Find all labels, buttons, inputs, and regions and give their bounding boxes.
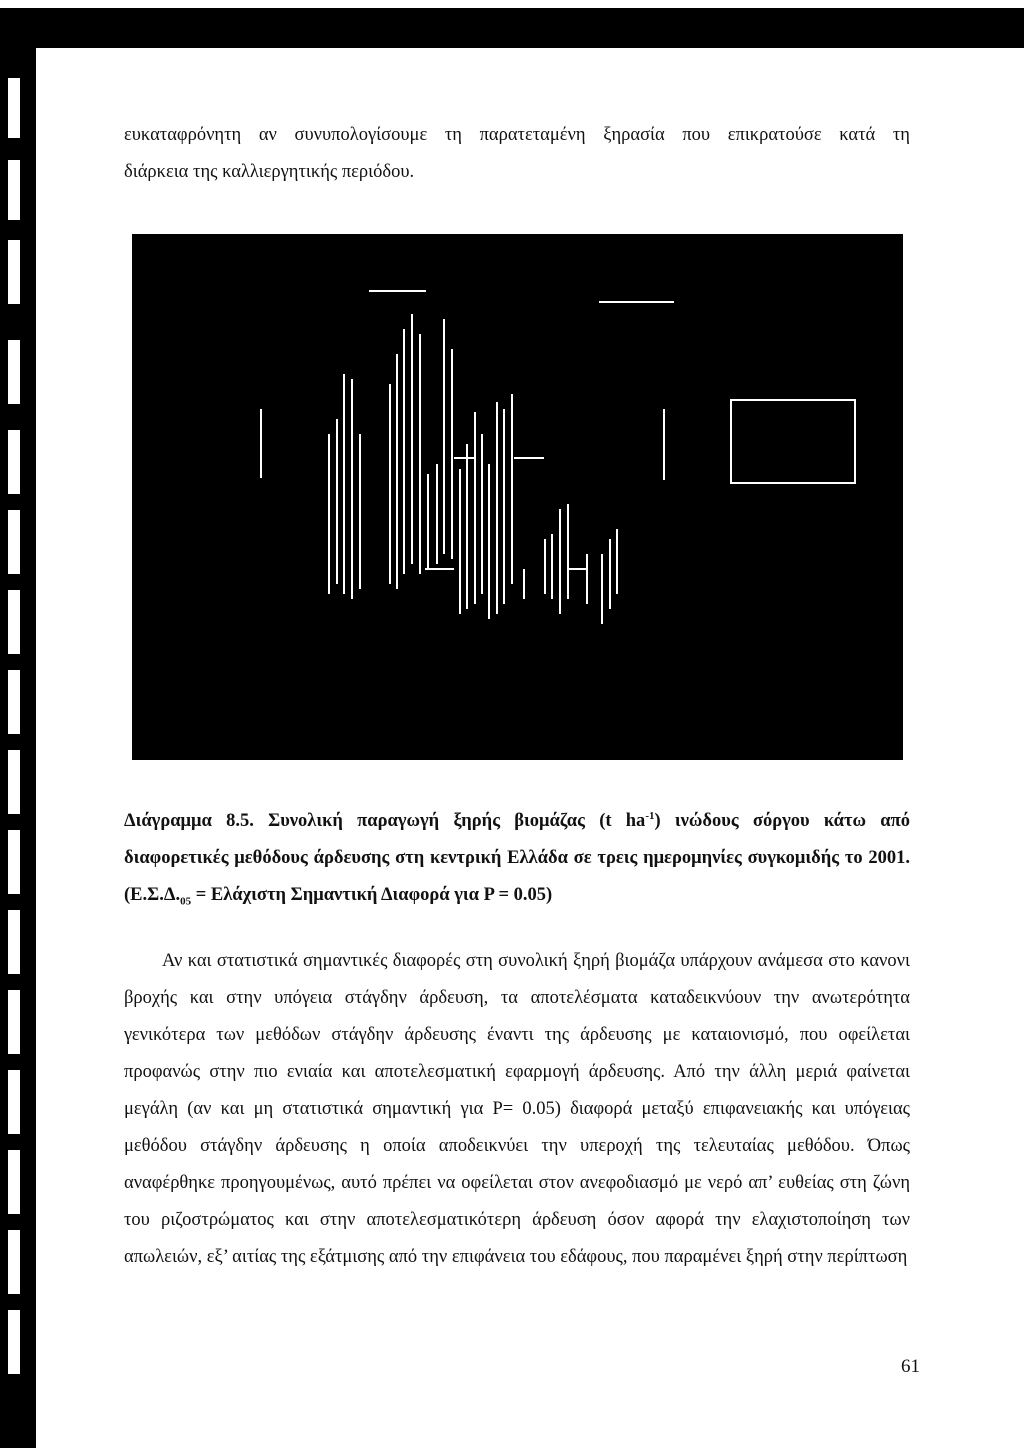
- top-scan-strip: [0, 0, 1024, 8]
- figure-caption: [124, 803, 910, 914]
- binding-mark: [8, 1310, 20, 1374]
- figure-diagram-8-5: [131, 233, 904, 761]
- intro-line-1: ευκαταφρόνητη αν συνυπολογίσουμε τη παρατεταμένη ξηρασία που επικρατούσε κατά τη: [124, 125, 910, 145]
- binding-mark: [8, 990, 20, 1054]
- binding-mark: [8, 430, 20, 494]
- body-paragraph: [124, 943, 910, 1276]
- binding-mark: [8, 160, 20, 220]
- page-number: 61: [901, 1356, 920, 1377]
- caption-middle: ) ινώδους σόργου κάτω από διαφορετικές μεθόδους άρδευσης στη κεντρική Ελλάδα σε τρεις ημερομηνίες συγκομιδής το 2001. (Ε.Σ.Δ.: [124, 811, 910, 905]
- intro-line-2: διάρκεια της καλλιεργητικής περιόδου.: [124, 162, 415, 182]
- binding-mark: [8, 510, 20, 574]
- binding-mark: [8, 830, 20, 894]
- binding-mark: [8, 1070, 20, 1134]
- figure-artwork: [132, 234, 905, 762]
- caption-prefix: Διάγραμμα 8.5. Συνολική παραγωγή ξηρής βιομάζας (t ha: [124, 811, 646, 831]
- binding-mark: [8, 78, 20, 138]
- caption-suffix: = Ελάχιστη Σημαντική Διαφορά για P = 0.05): [191, 885, 553, 905]
- caption-unit-superscript: -1: [645, 809, 655, 822]
- binding-mark: [8, 670, 20, 734]
- intro-paragraph: [124, 117, 910, 191]
- figure-legend-box: [731, 400, 855, 483]
- binding-mark: [8, 590, 20, 654]
- binding-mark: [8, 1150, 20, 1214]
- binding-mark: [8, 1230, 20, 1294]
- binding-mark: [8, 750, 20, 814]
- binding-mark: [8, 240, 20, 304]
- binding-mark: [8, 910, 20, 974]
- caption-subscript: 05: [180, 895, 192, 908]
- binding-mark: [8, 340, 20, 404]
- body-text: Αν και στατιστικά σημαντικές διαφορές στη συνολική ξηρή βιομάζα υπάρχουν ανάμεσα στο κανονι βροχής και στην υπόγεια στάγδην άρδευση, τα αποτελέσματα καταδεικνύουν την ανωτερότητα γενικότερα των μεθόδων στάγδην άρδευσης έναντι της άρδευσης με καταιονισμό, που οφείλεται προφανώς στην πιο ενιαία και αποτελεσματική εφαρμογή άρδευσης. Από την άλλη μεριά φαίνεται μεγάλη (αν και μη στατιστικά σημαντική για P= 0.05) διαφορά μεταξύ επιφανειακής και υπόγειας μεθόδου στάγδην άρδευσης η οποία αποδεικνύει την υπεροχή της τελευταίας μεθόδου. Όπως αναφέρθηκε προηγουμένως, αυτό πρέπει να οφείλεται στον ανεφοδιασμό με νερό απ’ ευθείας στη ζώνη του ριζοστρώματος και στην αποτελεσματικότερη άρδευση όσον αφορά την ελαχιστοποίηση των απωλειών, εξ’ αιτίας της εξάτμισης από την επιφάνεια του εδάφους, που παραμένει ξηρή στην περίπτωση: [124, 951, 910, 1267]
